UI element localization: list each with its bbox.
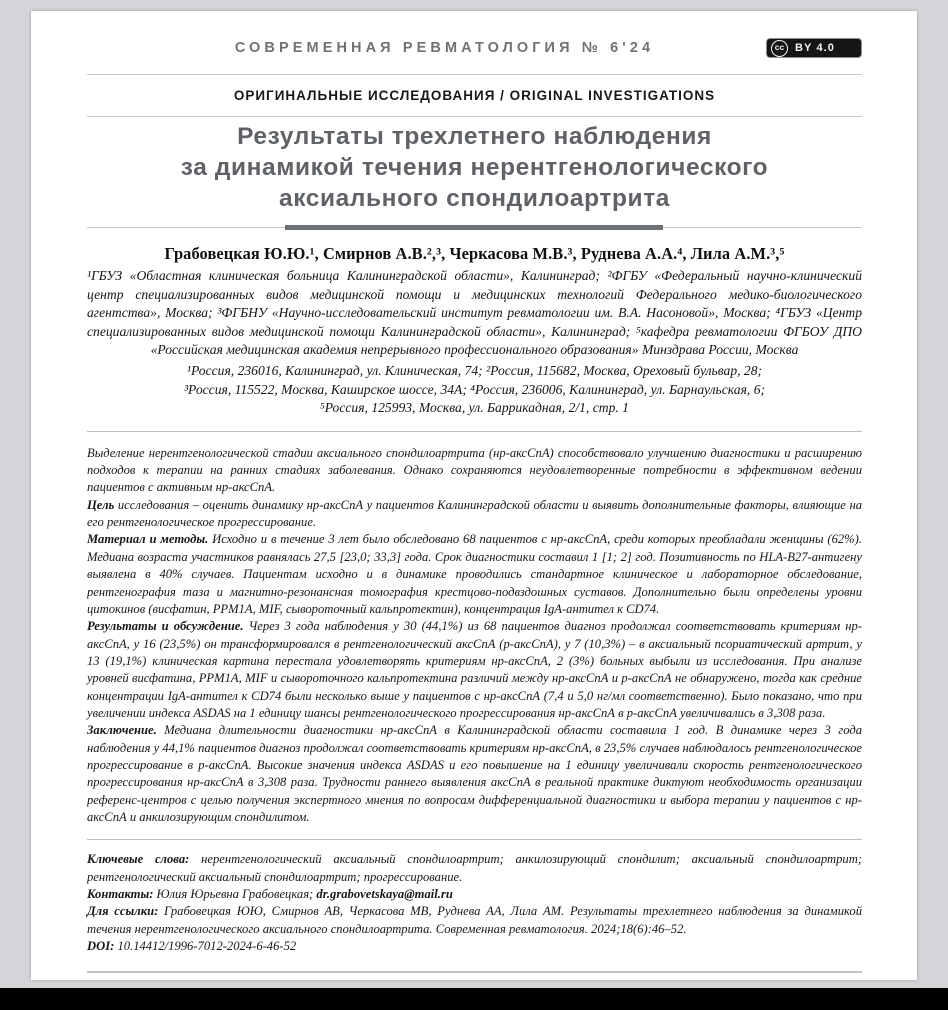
keywords-text: нерентгенологический аксиальный спондилоартрит; анкилозирующий спондилит; аксиальный спондилоартрит; рентгенологический аксиальный спондилоартрит; прогрессирование. [87, 852, 863, 884]
abstract-top-divider [87, 431, 862, 432]
cc-license-label: BY 4.0 [795, 42, 836, 54]
citation-label: Для ссылки: [87, 904, 159, 919]
abstract-methods [87, 531, 862, 618]
doi-value[interactable]: 10.14412/1996-7012-2024-6-46-52 [114, 939, 297, 954]
contacts-name: Юлия Юрьевна Грабовецкая; [153, 887, 317, 901]
creative-commons-icon: cc [771, 40, 788, 57]
postal-addresses [87, 362, 862, 418]
abstract [87, 445, 862, 827]
abstract-conclusion-text: Медиана длительности диагностики нр-аксСпА в Калининградской области составила 1 год. В динамике через 3 года наблюдения у 44,1% пациентов диагноз продолжал соответствовать критериям нр-аксСпА, в 23,5% случаев наблюдалось рентгенологическое прогрессирование в р-аксСпА. Высокие значения индекса ASDAS и его повышение на 1 единицу увеличивали скорость рентгенологического прогрессирования нр-аксСпА в 3,308 раза. Трудности раннего выявления аксСпА в реальной практике диктуют необходимость организации референс-центров с целью получения экспертного мнения по вопросам дифференциальной диагностики и выбора терапии у пациентов с нр-аксСпА и анкилозирующим спондилитом. [87, 723, 862, 824]
keywords-label: Ключевые слова: [87, 852, 190, 867]
footer-divider [87, 971, 862, 973]
title-line-1: Результаты трехлетнего наблюдения [237, 123, 712, 150]
title-divider [87, 225, 862, 231]
keywords-divider [87, 839, 862, 840]
page-content-column [87, 11, 862, 973]
keywords [87, 851, 862, 886]
abstract-results-text: Через 3 года наблюдения у 30 (44,1%) из 68 пациентов диагноз продолжал соответствовать критериям нр-аксСпА, у 16 (23,5%) он трансформировался в рентгенологический аксСпА (р-аксСпА), у 7 (10,3%) – в аксиальный псориатический артрит, у 13 (19,1%) клиническая картина перестала удовлетворять критериям нр-аксСпА, 2 (3%) больных выбыли из исследования. При анализе уровней висфатина, PPM1A, MIF и сывороточного кальпротектина различий между нр-аксСпА и р-аксСпА не обнаружено, тогда как средние концентрации IgA-антител к CD74 были несколько выше у пациентов с нр-аксСпА (7,4 и 5,0 нг/мл соответственно). Было показано, что при увеличении индекса ASDAS на 1 единицу шансы рентгенологического прогрессирования нр-аксСпА в р-аксСпА увеличивались в 3,308 раза. [87, 619, 862, 720]
citation-text: Грабовецкая ЮЮ, Смирнов АВ, Черкасова МВ, Руднева АА, Лила АМ. Результаты трехлетнего наблюдения за динамикой течения нерентгенологического аксиального спондилоартрита. Современная ревматология. 2024;18(6):46–52. [87, 904, 863, 936]
section-heading-divider [87, 116, 862, 117]
doi [87, 938, 862, 955]
abstract-conclusion-label: Заключение. [87, 723, 157, 738]
contacts-label: Контакты: [87, 887, 154, 901]
citation [87, 903, 862, 938]
abstract-objective-label: Цель [87, 497, 115, 512]
abstract-conclusion [87, 722, 862, 826]
address-line-3: ⁵Россия, 125993, Москва, ул. Баррикадная, 2/1, стр. 1 [320, 400, 629, 416]
abstract-intro: Выделение нерентгенологической стадии аксиального спондилоартрита (нр-аксСпА) способствовало улучшению диагностики и расширению подходов к терапии на ранних стадиях заболевания. Однако сохраняются неудовлетворенные потребности в эффективном ведении пациентов с активным нр-аксСпА. [87, 445, 862, 495]
title-line-2: за динамикой течения нерентгенологического [180, 154, 769, 181]
contacts [87, 886, 862, 903]
viewer-bottom-band [0, 988, 948, 1010]
contacts-email[interactable]: dr.grabovetskaya@mail.ru [316, 887, 453, 901]
address-line-1: ¹Россия, 236016, Калининград, ул. Клиническая, 74; ²Россия, 115682, Москва, Ореховый бульвар, 28; [186, 362, 763, 378]
address-line-2: ³Россия, 115522, Москва, Каширское шоссе, 34А; ⁴Россия, 236006, Калининград, ул. Барнаульская, 6; [183, 381, 766, 397]
section-heading: ОРИГИНАЛЬНЫЕ ИССЛЕДОВАНИЯ / ORIGINAL INVESTIGATIONS [233, 88, 716, 103]
title-line-3: аксиального спондилоартрита [278, 185, 671, 212]
abstract-methods-text: Исходно и в течение 3 лет было обследовано 68 пациентов с нр-аксСпА, среди которых преобладали женщины (62%). Медиана возраста участников равнялась 27,5 [23,0; 33,3] года. Срок диагностики составил 1 [1; 2] год. Позитивность по HLA-B27-антигену выявлена в 40% случаев. Пациентам исходно и в динамике проводились стандартное клиническое и лабораторное обследование, рентгенография таза и магнитно-резонансная томография крестцово-подвздошных суставов. Дополнительно были определены уровни цитокинов (висфатин, PPM1A, MIF, сывороточный кальпротектин), концентрация IgA-антител к CD74. [87, 532, 862, 616]
abstract-results-label: Результаты и обсуждение. [87, 619, 244, 634]
abstract-objective [87, 497, 862, 532]
article-title [87, 121, 862, 214]
article-page [31, 11, 917, 980]
cc-license-badge[interactable] [766, 38, 862, 58]
abstract-results [87, 618, 862, 722]
abstract-objective-text: исследования – оценить динамику нр-аксСпА у пациентов Калининградской области и выявить дополнительные факторы, влияющие на его рентгенологическое прогрессирование. [87, 497, 862, 530]
article-metadata [87, 851, 862, 955]
abstract-methods-label: Материал и методы. [87, 532, 209, 547]
running-head [87, 38, 862, 74]
author-list: Грабовецкая Ю.Ю.¹, Смирнов А.В.²,³, Черкасова М.В.³, Руднева А.А.⁴, Лила А.М.³,⁵ [164, 244, 785, 263]
doi-label: DOI: [87, 939, 115, 954]
running-head-divider [87, 74, 862, 75]
journal-running-title: СОВРЕМЕННАЯ РЕВМАТОЛОГИЯ № 6'24 [234, 40, 655, 56]
affiliations: ¹ГБУЗ «Областная клиническая больница Калининградской области», Калининград; ²ФГБУ «Федеральный научно-клинический центр специализированных видов медицинской помощи и медицинских технологий Федерального медико-биологического агентства», Москва; ³ФГБНУ «Научно-исследовательский институт ревматологии им. В.А. Насоновой», Москва; ⁴ГБУЗ «Центр специализированных видов медицинской помощи Калининградской области», Калининград; ⁵кафедра ревматологии ФГБОУ ДПО «Российская медицинская академия непрерывного профессионального образования» Минздрава России, Москва [87, 268, 862, 358]
